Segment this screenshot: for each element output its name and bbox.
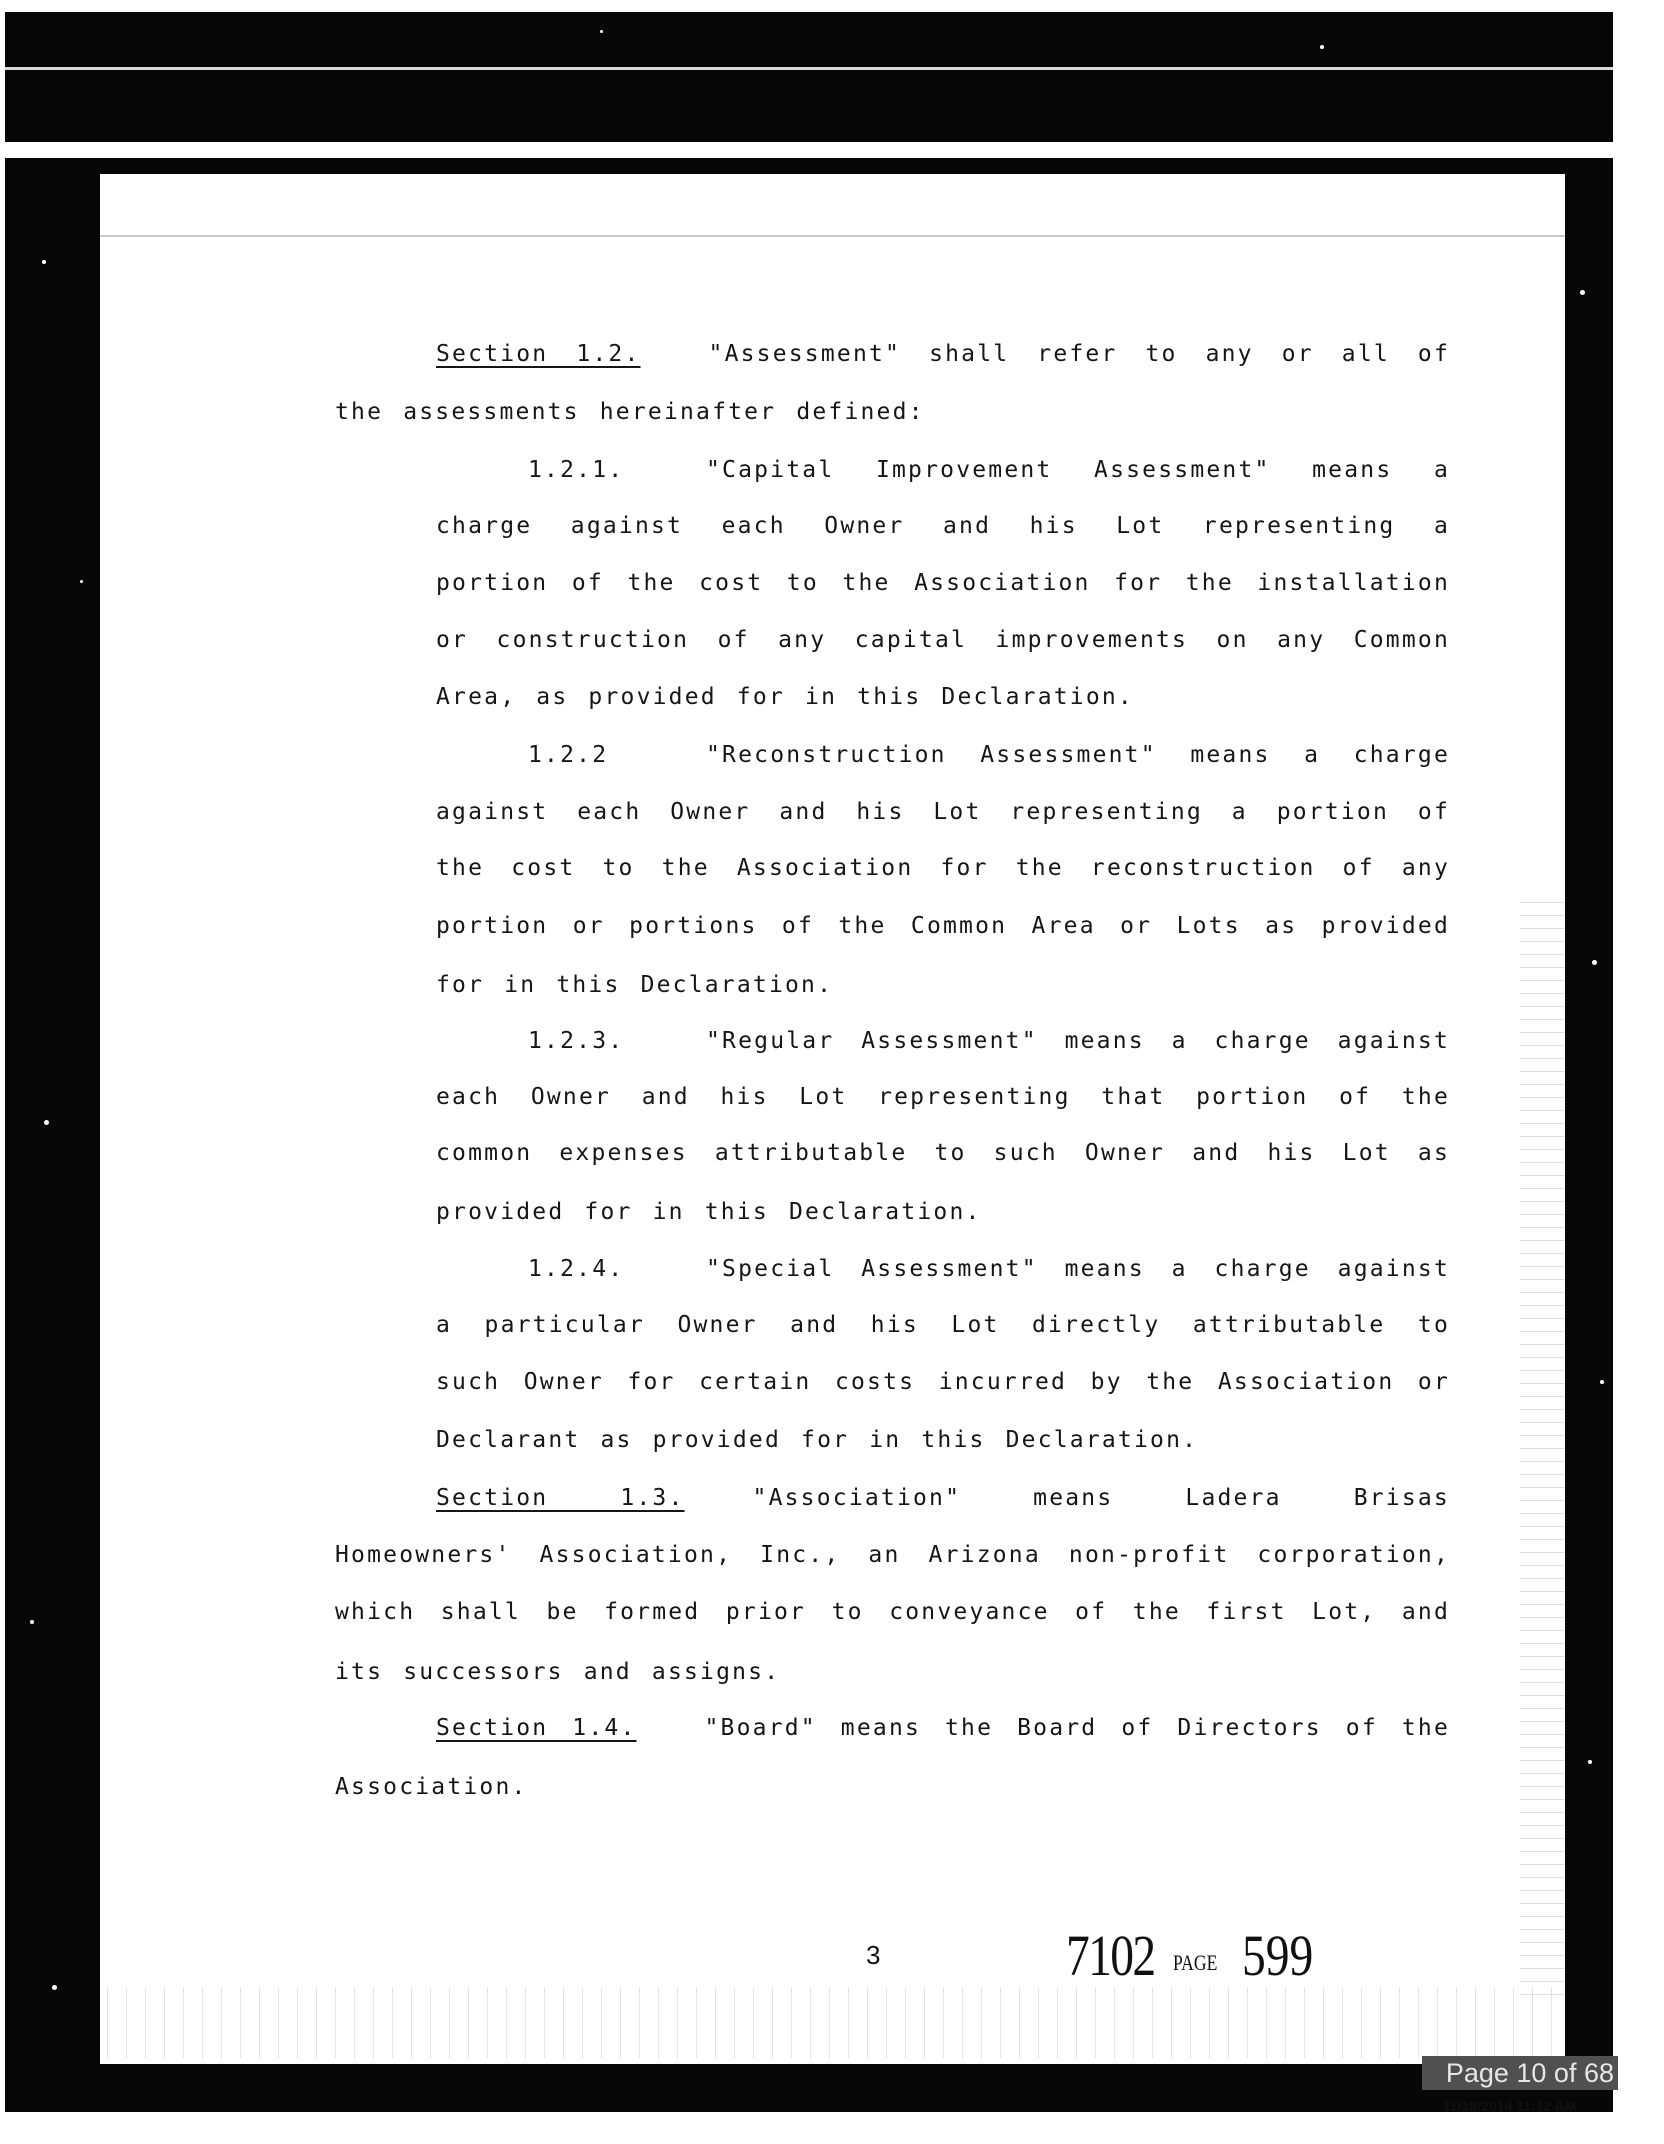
- timestamp: 11/18/2014 11:12 AM: [1443, 2098, 1577, 2114]
- item-1-2-2-line-3: the cost to the Association for the reconstruction of any: [436, 855, 1450, 881]
- item-1-2-3-line-4: provided for in this Declaration.: [436, 1199, 982, 1225]
- item-number: 1.2.4.: [528, 1256, 625, 1282]
- item-1-2-3-line-1: 1.2.3. "Regular Assessment" means a charge against: [528, 1028, 1450, 1054]
- stamp-page-label: PAGE: [1173, 1950, 1218, 1975]
- item-1-2-4-line-4: Declarant as provided for in this Declaration.: [436, 1427, 1199, 1453]
- item-1-2-1-line-1: 1.2.1. "Capital Improvement Assessment" means a: [528, 457, 1450, 483]
- stamp-book-number: 7102: [1066, 1923, 1155, 1988]
- item-number: 1.2.2: [528, 742, 609, 768]
- item-number: 1.2.1.: [528, 457, 625, 483]
- item-1-2-3-line-3: common expenses attributable to such Owner and his Lot as: [436, 1140, 1450, 1166]
- item-1-2-2-line-5: for in this Declaration.: [436, 972, 834, 998]
- item-1-2-1-line-3: portion of the cost to the Association for the installation: [436, 570, 1450, 596]
- item-1-2-4-line-2: a particular Owner and his Lot directly attributable to: [436, 1312, 1450, 1338]
- item-1-2-2-line-4: portion or portions of the Common Area or Lots as provided: [436, 913, 1450, 939]
- item-1-2-2-line-1: 1.2.2 "Reconstruction Assessment" means a charge: [528, 742, 1450, 768]
- section-1-3-line-1: Section 1.3. "Association" means Ladera Brisas: [436, 1485, 1450, 1511]
- item-1-2-4-line-3: such Owner for certain costs incurred by the Association or: [436, 1369, 1450, 1395]
- item-1-2-1-line-2: charge against each Owner and his Lot representing a: [436, 513, 1450, 539]
- item-number: 1.2.3.: [528, 1028, 625, 1054]
- item-1-2-3-line-2: each Owner and his Lot representing that portion of the: [436, 1084, 1450, 1110]
- section-1-3-line-4: its successors and assigns.: [335, 1659, 781, 1685]
- item-1-2-1-line-5: Area, as provided for in this Declaration.: [436, 684, 1134, 710]
- recording-stamp: [1066, 1922, 1314, 1989]
- section-1-4-line-2: Association.: [335, 1774, 528, 1800]
- page-number: 3: [866, 1940, 881, 1970]
- section-heading: Section 1.4.: [436, 1715, 637, 1741]
- stamp-page-number: 599: [1242, 1923, 1314, 1988]
- item-1-2-4-line-1: 1.2.4. "Special Assessment" means a charge against: [528, 1256, 1450, 1282]
- page-indicator: Page 10 of 68: [1422, 2056, 1618, 2090]
- section-1-3-line-3: which shall be formed prior to conveyance of the first Lot, and: [335, 1599, 1450, 1625]
- section-heading: Section 1.3.: [436, 1485, 685, 1511]
- section-1-4-line-1: Section 1.4. "Board" means the Board of Directors of the: [436, 1715, 1450, 1741]
- item-1-2-1-line-4: or construction of any capital improvements on any Common: [436, 627, 1450, 653]
- section-1-2-line-1: Section 1.2. "Assessment" shall refer to any or all of: [436, 341, 1450, 367]
- section-1-2-line-2: the assessments hereinafter defined:: [335, 399, 925, 425]
- section-1-3-line-2: Homeowners' Association, Inc., an Arizona non-profit corporation,: [335, 1542, 1450, 1568]
- section-heading: Section 1.2.: [436, 341, 641, 367]
- item-1-2-2-line-2: against each Owner and his Lot representing a portion of: [436, 799, 1450, 825]
